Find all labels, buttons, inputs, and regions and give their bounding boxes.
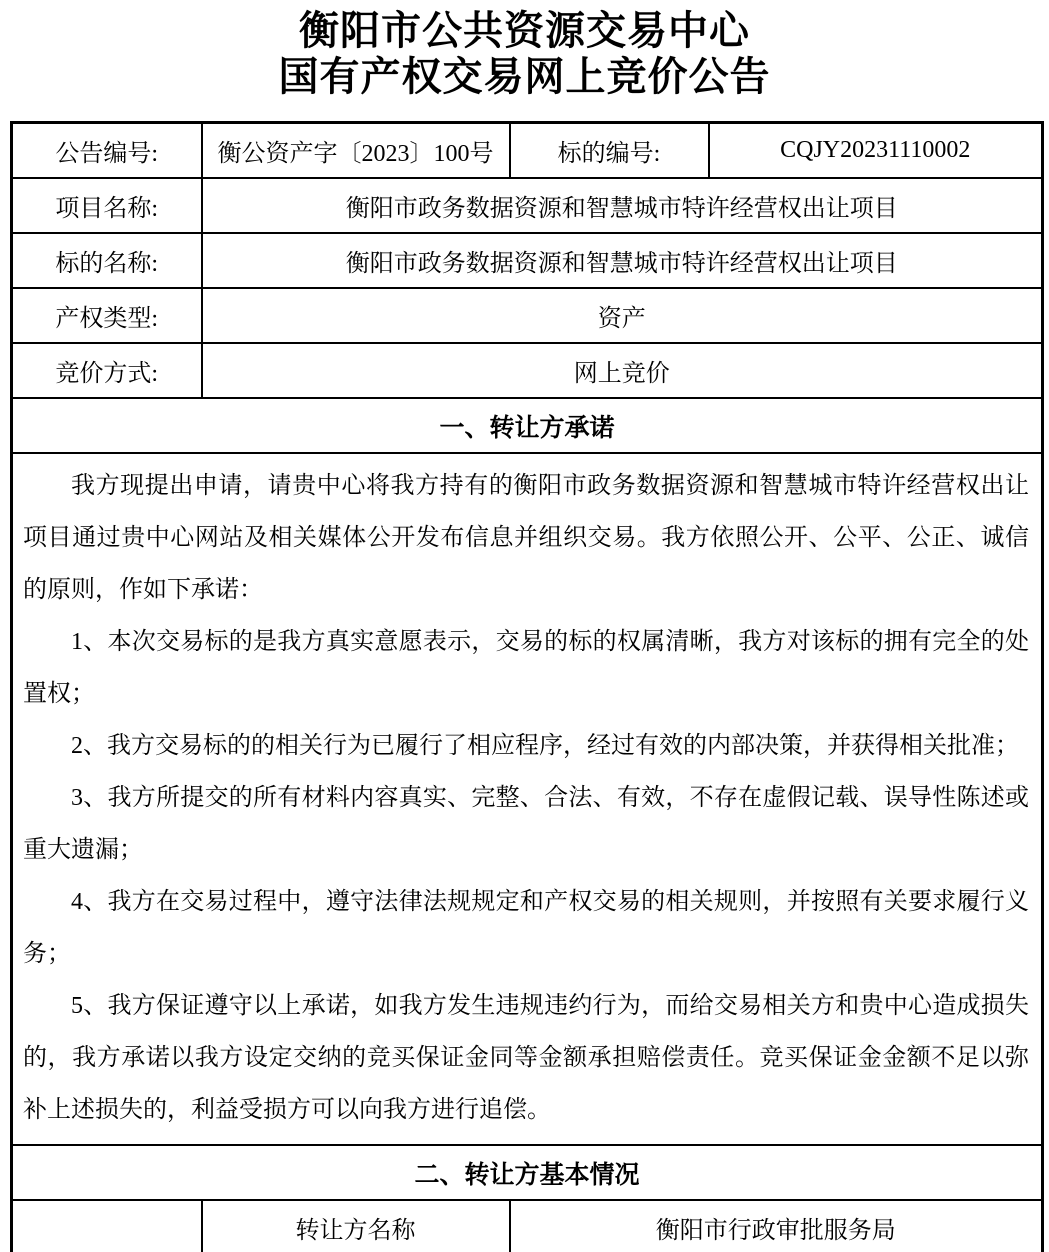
table-row-section1-heading xyxy=(12,398,1043,453)
transferor-name-value: 衡阳市行政审批服务局 xyxy=(510,1200,1043,1252)
target-name-value: 衡阳市政务数据资源和智慧城市特许经营权出让项目 xyxy=(202,233,1043,288)
commitments-cell xyxy=(12,453,1043,1145)
commitment-paragraph: 1、本次交易标的是我方真实意愿表示，交易的标的权属清晰，我方对该标的拥有完全的处置权； xyxy=(23,629,1029,707)
table-row-project-name xyxy=(12,178,1043,233)
target-number-label: 标的编号: xyxy=(510,123,709,179)
page-title-line1: 衡阳市公共资源交易中心 xyxy=(299,8,750,53)
project-name-label: 项目名称: xyxy=(12,178,202,233)
page-title xyxy=(0,8,1049,100)
target-name-label: 标的名称: xyxy=(12,233,202,288)
notice-table xyxy=(10,121,1044,1252)
notice-number-label: 公告编号: xyxy=(12,123,202,179)
transferor-empty-cell xyxy=(12,1200,202,1252)
section1-heading: 一、转让方承诺 xyxy=(12,398,1043,453)
page-title-line2: 国有产权交易网上竞价公告 xyxy=(278,54,771,99)
property-type-value: 资产 xyxy=(202,288,1043,343)
commitment-paragraph: 2、我方交易标的的相关行为已履行了相应程序，经过有效的内部决策，并获得相关批准； xyxy=(71,733,1019,759)
target-number-value: CQJY20231110002 xyxy=(709,123,1043,179)
commitment-paragraph: 我方现提出申请，请贵中心将我方持有的衡阳市政务数据资源和智慧城市特许经营权出让项目通过贵中心网站及相关媒体公开发布信息并组织交易。我方依照公开、公平、公正、诚信的原则，作如下承诺： xyxy=(23,473,1029,603)
bidding-method-value: 网上竞价 xyxy=(202,343,1043,398)
table-row-target-name xyxy=(12,233,1043,288)
table-row-notice-number xyxy=(12,123,1043,179)
table-row-bidding-method xyxy=(12,343,1043,398)
section2-heading: 二、转让方基本情况 xyxy=(12,1145,1043,1200)
table-row-transferor-name xyxy=(12,1200,1043,1252)
table-row-section2-heading xyxy=(12,1145,1043,1200)
property-type-label: 产权类型: xyxy=(12,288,202,343)
project-name-value: 衡阳市政务数据资源和智慧城市特许经营权出让项目 xyxy=(202,178,1043,233)
transferor-name-label: 转让方名称 xyxy=(202,1200,510,1252)
commitment-paragraph: 4、我方在交易过程中，遵守法律法规规定和产权交易的相关规则，并按照有关要求履行义务； xyxy=(23,889,1029,967)
bidding-method-label: 竞价方式: xyxy=(12,343,202,398)
table-row-commitments xyxy=(12,453,1043,1145)
table-row-property-type xyxy=(12,288,1043,343)
commitment-paragraph: 3、我方所提交的所有材料内容真实、完整、合法、有效，不存在虚假记载、误导性陈述或重大遗漏； xyxy=(23,785,1029,863)
commitment-paragraph: 5、我方保证遵守以上承诺，如我方发生违规违约行为，而给交易相关方和贵中心造成损失的，我方承诺以我方设定交纳的竞买保证金同等金额承担赔偿责任。竞买保证金金额不足以弥补上述损失的，利益受损方可以向我方进行追偿。 xyxy=(23,993,1029,1123)
notice-number-value: 衡公资产字〔2023〕100号 xyxy=(202,123,510,179)
